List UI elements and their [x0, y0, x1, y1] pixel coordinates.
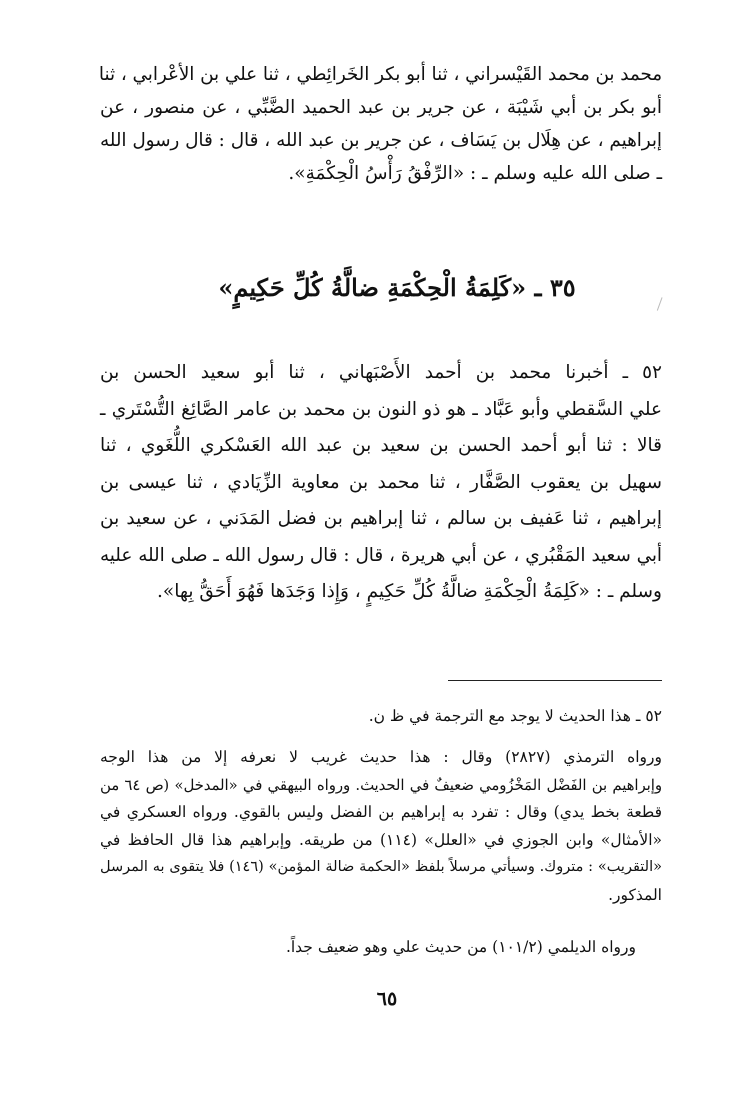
text-line: إبراهيم ، عن هِلَال بن يَسَاف ، عن جرير بن عبد الله ، قال : قال رسول الله [100, 130, 662, 151]
footnote-line: قطعة بخط يدي) وقال : تفرد به إبراهيم بن الفضل وليس بالقوي. ورواه العسكري في [100, 803, 662, 821]
page-number: ٦٥ [376, 988, 398, 1010]
text-line: ٥٢ ـ أخبرنا محمد بن أحمد الأَصْبَهاني ، ثنا أبو سعيد الحسن بن [100, 362, 662, 383]
footnote-last-line: ورواه الديلمي (١٠١/٢) من حديث علي وهو ضعيف جداً. [285, 938, 636, 956]
footnote-line: المذكور. [608, 885, 662, 904]
text-line: أبو بكر بن أبي شَيْبَة ، عن جرير بن عبد الحميد الضَّبِّي ، عن منصور ، عن [100, 97, 662, 118]
footnote-line: وإبراهيم بن الفَضْل المَخْزُومي ضعيفٌ في الحديث. ورواه البيهقي في «المدخل» (ص ٦٤ من [100, 776, 662, 794]
hadith-paragraph [100, 355, 662, 611]
footnote-note: ٥٢ ـ هذا الحديث لا يوجد مع الترجمة في ظ ن. [368, 707, 662, 725]
text-line: قالا : ثنا أبو أحمد الحسن بن سعيد بن عبد الله العَسْكري اللُّغَوي ، ثنا [100, 435, 662, 456]
text-line: علي السَّقطي وأبو عَبَّاد ـ هو ذو النون بن محمد بن عامر الصَّائِغ التُّسْتَري ـ [100, 398, 662, 420]
footnote-divider [448, 680, 662, 681]
footnote-paragraph [100, 744, 662, 909]
text-line: محمد بن محمد القَيْسراني ، ثنا أبو بكر الخَرائِطي ، ثنا علي بن الأعْرابي ، ثنا [98, 64, 662, 85]
text-line: إبراهيم ، ثنا عَفيف بن سالم ، ثنا إبراهيم بن فضل المَدَني ، عن سعيد بن [100, 508, 662, 529]
top-paragraph [100, 58, 662, 190]
text-line: سهيل بن يعقوب الصَّفَّار ، ثنا محمد بن معاوية الزِّيَادي ، ثنا عيسى بن [100, 471, 662, 493]
text-line: ـ صلى الله عليه وسلم ـ : «الرِّفْقُ رَأْسُ الْحِكْمَةِ». [288, 163, 662, 184]
footnote-line: «التقريب» : متروك. وسيأتي مرسلاً بلفظ «الحكمة ضالة المؤمن» (١٤٦) فلا يتقوى به المرسل [100, 859, 662, 875]
text-line: أبي سعيد المَقْبُري ، عن أبي هريرة ، قال : قال رسول الله ـ صلى الله عليه [100, 544, 662, 566]
footnote-line: ورواه الترمذي (٢٨٢٧) وقال : هذا حديث غريب لا نعرفه إلا من هذا الوجه [100, 748, 662, 766]
section-heading: ٣٥ ـ «كَلِمَةُ الْحِكْمَةِ ضالَّةُ كُلِّ حَكِيمٍ» [218, 273, 576, 302]
footnote-line: «الأمثال» وابن الجوزي في «العلل» (١١٤) من طريقه. وإبراهيم هذا قال الحافظ في [100, 830, 662, 849]
text-line: وسلم ـ : «كَلِمَةُ الْحِكْمَةِ ضالَّةُ كُلِّ حَكِيمٍ ، وَإِذا وَجَدَها فَهُوَ أَحَقُّ بِها». [157, 581, 662, 602]
